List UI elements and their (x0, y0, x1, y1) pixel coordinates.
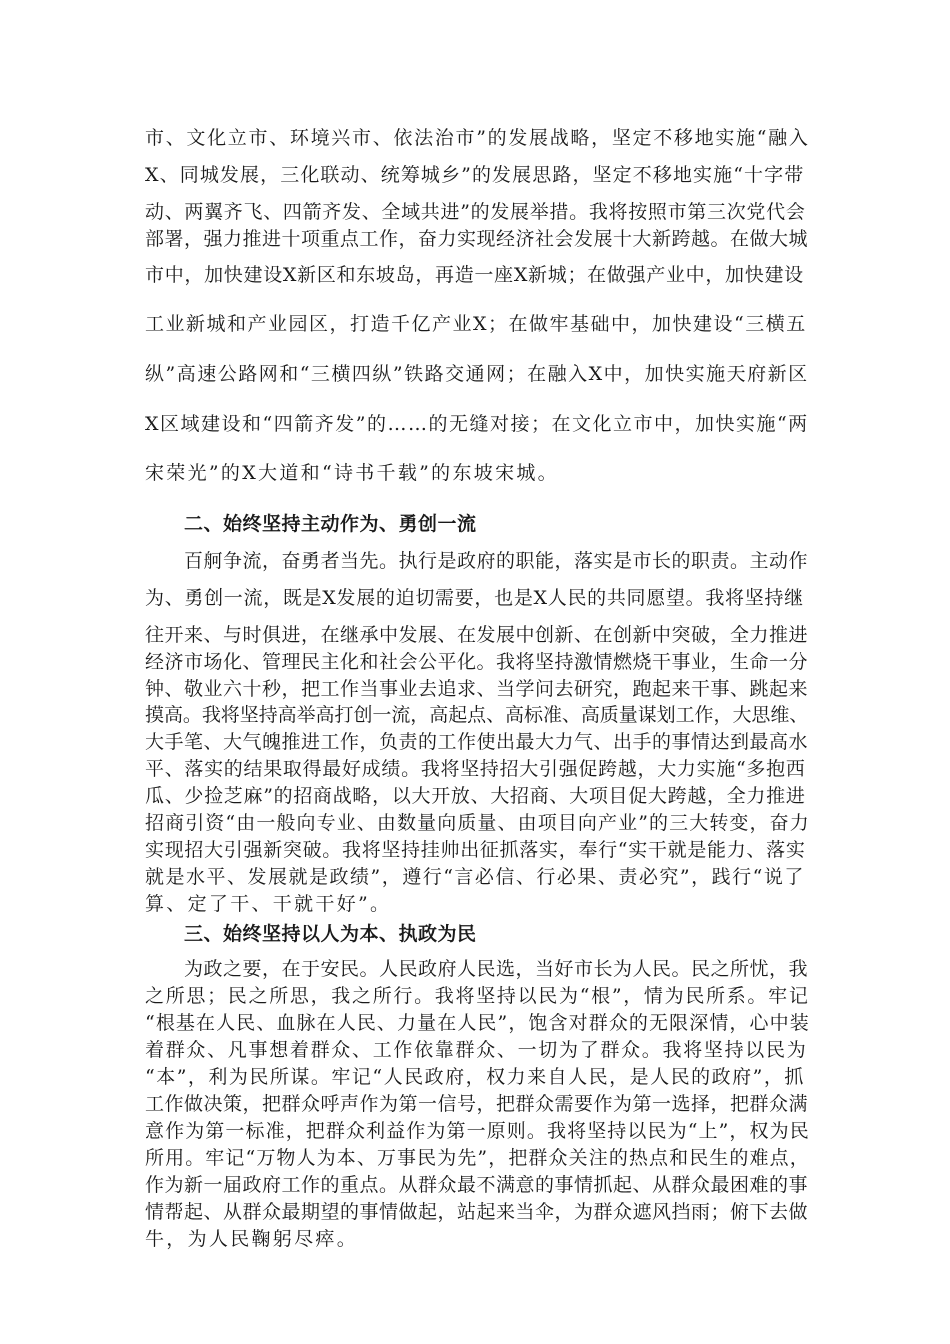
paragraph-line: X、同城发展，三化联动、统筹城乡”的发展思路，坚定不移地实施“十字带 (145, 164, 805, 186)
paragraph-line: 着群众、凡事想着群众、工作依靠群众、一切为了群众。我将坚持以民为 (145, 1039, 808, 1061)
paragraph-line: 瓜、少捡芝麻”的招商战略，以大开放、大招商、大项目促大跨越，全力推进 (145, 785, 806, 807)
paragraph-line: 意作为第一标准，把群众利益作为第一原则。我将坚持以民为“上”，权为民 (145, 1120, 810, 1142)
section-heading: 二、始终坚持主动作为、勇创一流 (184, 513, 477, 535)
paragraph-line: “根基在人民、血脉在人民、力量在人民”，饱含对群众的无限深情，心中装 (145, 1012, 810, 1034)
paragraph-line: 往开来、与时俱进，在继承中发展、在发展中创新、在创新中突破，全力推进 (145, 624, 809, 646)
paragraph-line: 算、定了干、干就干好”。 (145, 893, 392, 915)
paragraph-line: 摸高。我将坚持高举高打创一流，高起点、高标准、高质量谋划工作，大思维、 (145, 704, 809, 726)
paragraph-line: 经济市场化、管理民主化和社会公平化。我将坚持激情燃烧干事业，生命一分 (145, 651, 809, 673)
paragraph-line: 市、文化立市、环境兴市、依法治市”的发展战略，坚定不移地实施“融入 (145, 127, 810, 149)
paragraph-line: X区域建设和“四箭齐发”的……的无缝对接；在文化立市中，加快实施“两 (145, 413, 809, 435)
paragraph-line: 实现招大引强新突破。我将坚持挂帅出征抓落实，奉行“实干就是能力、落实 (145, 839, 806, 861)
section-heading: 三、始终坚持以人为本、执政为民 (184, 923, 477, 945)
paragraph-line: 部署，强力推进十项重点工作，奋力实现经济社会发展十大新跨越。在做大城 (145, 228, 809, 250)
paragraph-line: 市中，加快建设X新区和东坡岛，再造一座X新城；在做强产业中，加快建设 (145, 264, 804, 286)
paragraph-line: 就是水平、发展就是政绩”，遵行“言必信、行必果、责必究”，践行“说了 (145, 866, 805, 888)
paragraph-line: 作为新一届政府工作的重点。从群众最不满意的事情抓起、从群众最困难的事 (145, 1174, 809, 1196)
paragraph-line: 之所思；民之所思，我之所行。我将坚持以民为“根”，情为民所系。牢记 (145, 985, 810, 1007)
paragraph-line: 动、两翼齐飞、四箭齐发、全域共进”的发展举措。我将按照市第三次党代会 (145, 201, 806, 223)
paragraph-line: “本”，利为民所谋。牢记“人民政府，权力来自人民，是人民的政府”，抓 (145, 1066, 805, 1088)
paragraph-line: 大手笔、大气魄推进工作，负责的工作使出最大力气、出手的事情达到最高水 (145, 731, 809, 753)
paragraph-line: 为、勇创一流，既是X发展的迫切需要，也是X人民的共同愿望。我将坚持继 (145, 587, 804, 609)
paragraph-line: 钟、敬业六十秒，把工作当事业去追求、当学问去研究，跑起来干事、跳起来 (145, 678, 809, 700)
paragraph-line: 工业新城和产业园区，打造千亿产业X；在做牢基础中，加快建设“三横五 (145, 313, 807, 335)
paragraph-line: 工作做决策，把群众呼声作为第一信号，把群众需要作为第一选择，把群众满 (145, 1093, 809, 1115)
paragraph-line: 平、落实的结果取得最好成绩。我将坚持招大引强促跨越，大力实施“多抱西 (145, 758, 806, 780)
paragraph-line: 情帮起、从群众最期望的事情做起，站起来当伞，为群众遮风挡雨；俯下去做 (145, 1201, 809, 1223)
paragraph-line: 招商引资“由一般向专业、由数量向质量、由项目向产业”的三大转变，奋力 (145, 812, 810, 834)
paragraph-line: 百舸争流，奋勇者当先。执行是政府的职能，落实是市长的职责。主动作 (145, 550, 809, 572)
paragraph-line: 为政之要，在于安民。人民政府人民选，当好市长为人民。民之所忧，我 (145, 958, 809, 980)
paragraph-line: 宋荣光”的X大道和“诗书千载”的东坡宋城。 (145, 462, 559, 484)
paragraph-line: 纵”高速公路网和“三横四纵”铁路交通网；在融入X中，加快实施天府新区 (145, 363, 809, 385)
paragraph-line: 牛，为人民鞠躬尽瘁。 (145, 1228, 359, 1250)
paragraph-line: 所用。牢记“万物人为本、万事民为先”，把群众关注的热点和民生的难点， (145, 1147, 810, 1169)
